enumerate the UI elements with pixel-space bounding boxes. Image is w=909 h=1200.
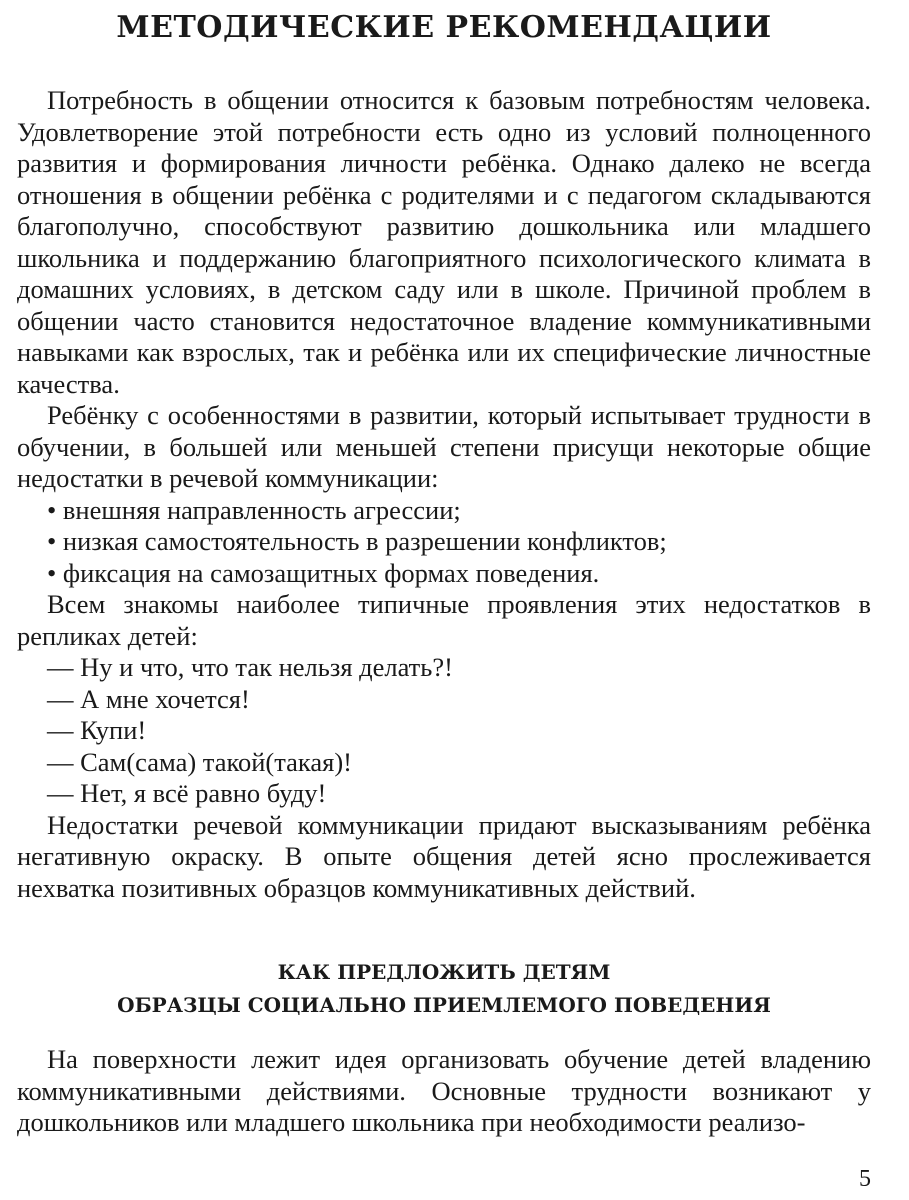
section-heading-line-1: КАК ПРЕДЛОЖИТЬ ДЕТЯМ: [277, 960, 611, 984]
list-item: • внешняя направленность агрессии;: [47, 494, 461, 525]
page-title: МЕТОДИЧЕСКИЕ РЕКОМЕНДАЦИИ: [116, 10, 772, 45]
list-item: • фиксация на самозащитных формах поведения.: [47, 557, 600, 588]
dialogue-line: — Купи!: [47, 715, 147, 745]
paragraph-section: На поверхности лежит идея организовать обучение детей владению коммуникативными действиями. Основные трудности возникают у дошкольников или младшего школьника при необходимости реализо-: [17, 1044, 871, 1137]
main-text: [17, 85, 871, 904]
paragraph-intro: Потребность в общении относится к базовым потребностям человека. Удовлетворение этой потребности есть одно из условий полноценного развития и формирования личности ребёнка. Однако далеко не всегда отношения в общении ребёнка с родителями и с педагогом складываются благополучно, способствуют развитию дошкольника или младшего школьника и поддержанию благоприятного психологического климата в домашних условиях, в детском саду или в школе. Причиной проблем в общении часто становится недостаточное владение коммуникативными навыками как взрослых, так и ребёнка или их специфические личностные качества.: [17, 85, 871, 399]
section-heading-line-2: ОБРАЗЦЫ СОЦИАЛЬНО ПРИЕМЛЕМОГО ПОВЕДЕНИЯ: [117, 993, 771, 1017]
section-heading: [17, 956, 871, 1022]
paragraph-conclusion: Недостатки речевой коммуникации придают высказываниям ребёнка негативную окраску. В опыте общения детей ясно прослеживается нехватка позитивных образцов коммуникативных действий.: [17, 809, 871, 903]
section-text: [17, 1044, 871, 1139]
dialogue-line: — Нет, я всё равно буду!: [47, 778, 327, 808]
dialogue-line: — Ну и что, что так нельзя делать?!: [47, 652, 453, 682]
bullet-list: [17, 495, 871, 590]
paragraph-deficits: Ребёнку с особенностями в развитии, который испытывает трудности в обучении, в большей или меньшей степени присущи некоторые общие недостатки в речевой коммуникации:: [17, 400, 871, 493]
dialogue-line: — Сам(сама) такой(такая)!: [47, 746, 352, 777]
dialogue-line: — А мне хочется!: [47, 683, 250, 714]
list-item: • низкая самостоятельность в разрешении конфликтов;: [47, 526, 667, 556]
paragraph-examples: Всем знакомы наиболее типичные проявления этих недостатков в репликах детей:: [17, 589, 871, 651]
dialogue-list: [17, 652, 871, 810]
page-number: 5: [859, 1166, 871, 1192]
